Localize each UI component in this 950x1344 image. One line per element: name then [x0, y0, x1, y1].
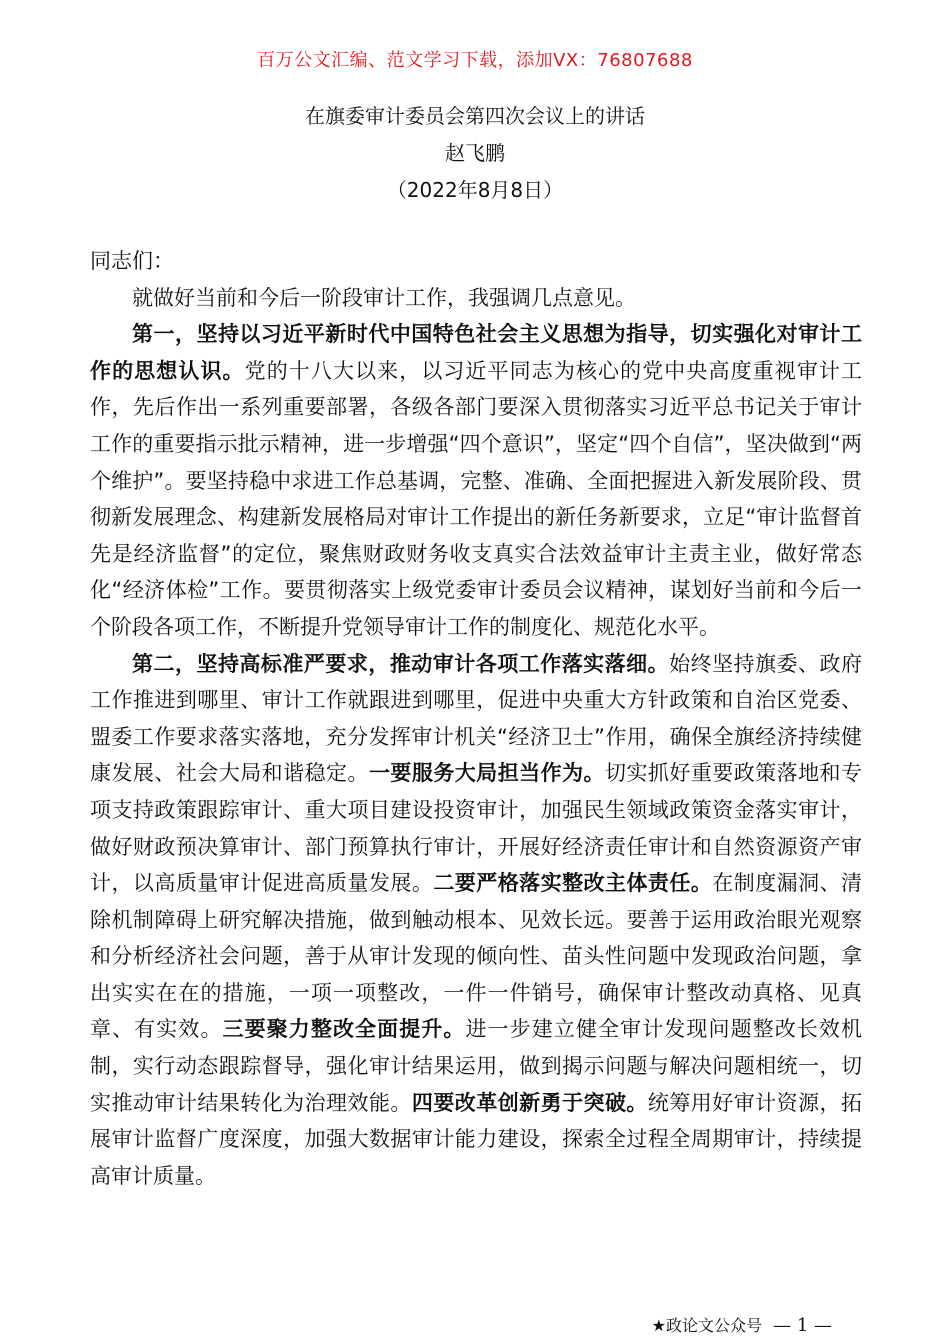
paragraph-first-heading: 第一，坚持以习近平新时代中国特色社会主义思想为指导，切实强化对审计工作的思想认识。: [90, 322, 862, 383]
point-two-heading: 二要严格落实整改主体责任。: [433, 871, 713, 896]
point-three-text: 进一步建立健全审计发现问题整改长效机制，实行动态跟踪督导，强化审计结果运用，做到揭示问题与解决问题相统一，切实推动审计结果转化为治理效能。: [90, 1017, 863, 1115]
speech-body: [90, 243, 862, 1194]
point-four-heading: 四要改革创新勇于突破。: [411, 1090, 648, 1115]
point-one-heading: 一要服务大局担当作为。: [368, 761, 605, 786]
speech-date: （2022年8月8日）: [386, 178, 564, 202]
paragraph-first: [90, 316, 862, 645]
intro-paragraph: 就做好当前和今后一阶段审计工作，我强调几点意见。: [132, 285, 636, 310]
point-three-heading: 三要聚力整改全面提升。: [222, 1017, 466, 1042]
paragraph-second-heading: 第二，坚持高标准严要求，推动审计各项工作落实落细。: [132, 651, 670, 676]
paragraph-second-text-1: 始终坚持旗委、政府工作推进到哪里、审计工作就跟进到哪里，促进中央重大方针政策和自治区党委、盟委工作要求落实落地，充分发挥审计机关“经济卫士”作用，确保全旗经济持续健康发展、社会大局和谐稳定。: [90, 651, 863, 786]
point-one-text: 切实抓好重要政策落地和专项支持政策跟踪审计、重大项目建设投资审计，加强民生领域政策资金落实审计，做好财政预决算审计、部门预算执行审计，开展好经济责任审计和自然资源资产审计，以高质量审计促进高质量发展。: [90, 761, 863, 896]
salutation: 同志们：: [90, 249, 174, 273]
footer-source: ★政论文公众号: [651, 1316, 762, 1335]
paragraph-second: [90, 646, 862, 1195]
speech-author: 赵飞鹏: [445, 141, 505, 165]
page-footer: [652, 1313, 832, 1336]
title-block: [0, 98, 950, 209]
paragraph-first-text: 党的十八大以来，以习近平同志为核心的党中央高度重视审计工作，先后作出一系列重要部署，各级各部门要深入贯彻落实习近平总书记关于审计工作的重要指示批示精神，进一步增强“四个意识”，坚定“四个自信”，坚决做到“两个维护”。要坚持稳中求进工作总基调，完整、准确、全面把握进入新发展阶段、贯彻新发展理念、构建新发展格局对审计工作提出的新任务新要求，立足“审计监督首先是经济监督”的定位，聚焦财政财务收支真实合法效益审计主责主业，做好常态化“经济体检”工作。要贯彻落实上级党委审计委员会议精神，谋划好当前和今后一个阶段各项工作，不断提升党领导审计工作的制度化、规范化水平。: [90, 358, 863, 639]
point-four-text: 统筹用好审计资源，拓展审计监督广度深度，加强大数据审计能力建设，探索全过程全周期审计，持续提高审计质量。: [90, 1090, 863, 1188]
speech-title: 在旗委审计委员会第四次会议上的讲话: [305, 104, 645, 128]
point-two-text: 在制度漏洞、清除机制障碍上研究解决措施，做到触动根本、见效长远。要善于运用政治眼光观察和分析经济社会问题，善于从审计发现的倾向性、苗头性问题中发现政治问题，拿出实实在在的措施，一项一项整改，一件一件销号，确保审计整改动真格、见真章、有实效。: [90, 871, 863, 1042]
watermark-banner: 百万公文汇编、范文学习下载，添加VX：76807688: [257, 50, 693, 71]
page-number: — 1 —: [773, 1315, 832, 1336]
